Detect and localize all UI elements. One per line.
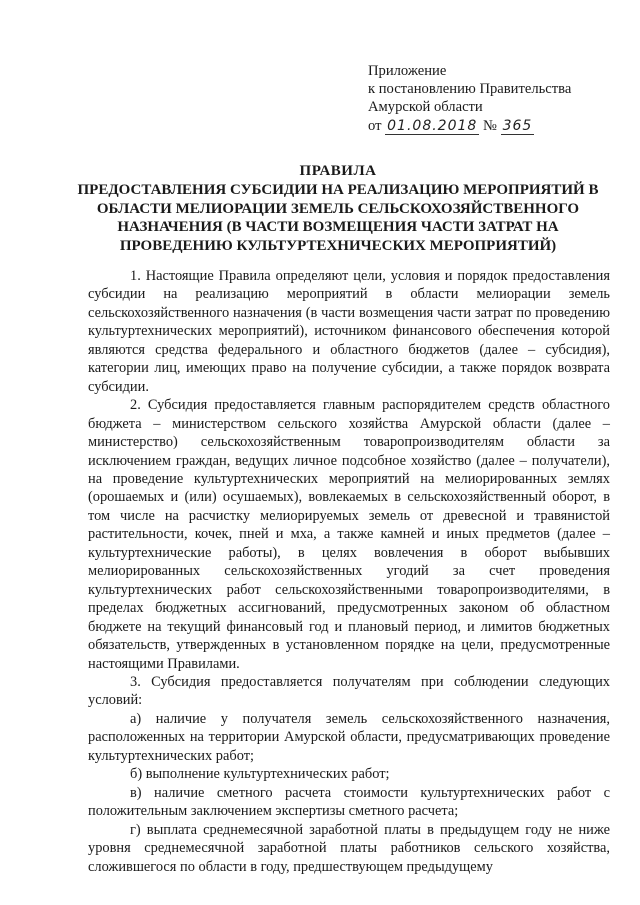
appendix-label: Приложение [368,63,447,79]
subparagraph-a: а) наличие у получателя земель сельскохозяйственного назначения, расположенных на территории Амурской области, предусматривающих проведение культуртехнических работ; [88,710,610,764]
paragraph-1: 1. Настоящие Правила определяют цели, условия и порядок предоставления субсидии на реализацию мероприятий в области мелиорации земель сельскохозяйственного назначения (в части возмещения части затрат по проведению культуртехнических мероприятий), источником финансового обеспечения которой являются средства федерального и областного бюджетов (далее – субсидия), категории лиц, имеющих право на получение субсидии, а также порядок возврата субсидии. [88,268,610,395]
document-title [70,162,606,255]
appendix-date-line [368,117,628,135]
date-prefix: от [368,117,382,134]
subparagraph-g: г) выплата среднемесячной заработной платы в предыдущем году не ниже уровня среднемесячной заработной платы работников сельского хозяйства, сложившегося по области в году, предшествующем предыдущему [88,821,610,875]
appendix-block [368,62,628,135]
title-heading: ПРАВИЛА [299,163,377,179]
appendix-region: Амурской области [368,99,483,116]
paragraph-2: 2. Субсидия предоставляется главным распорядителем средств областного бюджета – министерством сельского хозяйства Амурской области (далее – министерство) сельскохозяйственным товаропроизводителям области за исключением граждан, ведущих личное подсобное хозяйство (далее – получатели), на проведение культуртехнических мероприятий на мелиорированных землях (орошаемых и (или) осушаемых), вовлекаемых в сельскохозяйственный оборот, в том числе на расчистку мелиорируемых земель от древесной и травянистой растительности, кочек, пней и мха, а также камней и иных предметов (далее – культуртехнические работы), в целях вовлечения в оборот выбывших мелиорированных сельскохозяйственных угодий за счет проведения культуртехнических работ сельскохозяйственными товаропроизводителями, в пределах бюджетных ассигнований, предусмотренных законом об областном бюджете на текущий финансовый год и плановый период, и лимитов бюджетных обязательств, утвержденных в установленном порядке на цели, предусмотренные настоящими Правилами. [88,397,610,672]
title-subheading: ПРЕДОСТАВЛЕНИЯ СУБСИДИИ НА РЕАЛИЗАЦИЮ МЕРОПРИЯТИЙ В ОБЛАСТИ МЕЛИОРАЦИИ ЗЕМЕЛЬ СЕЛЬСКОХОЗЯЙСТВЕННОГО НАЗНАЧЕНИЯ (В ЧАСТИ ВОЗМЕЩЕНИЯ ЧАСТИ ЗАТРАТ НА ПРОВЕДЕНИЮ КУЛЬТУРТЕХНИЧЕСКИХ МЕРОПРИЯТИЙ) [77,182,599,254]
subparagraph-b: б) выполнение культуртехнических работ; [130,766,390,783]
paragraph-3: 3. Субсидия предоставляется получателям при соблюдении следующих условий: [88,673,610,709]
subparagraph-v: в) наличие сметного расчета стоимости культуртехнических работ с положительным заключением экспертизы сметного расчета; [88,784,610,820]
number-prefix: № [482,117,497,134]
handwritten-number: 365 [502,117,533,134]
handwritten-date: 01.08.2018 [387,117,478,134]
document-body [88,267,610,876]
appendix-resolution: к постановлению Правительства [368,81,572,98]
